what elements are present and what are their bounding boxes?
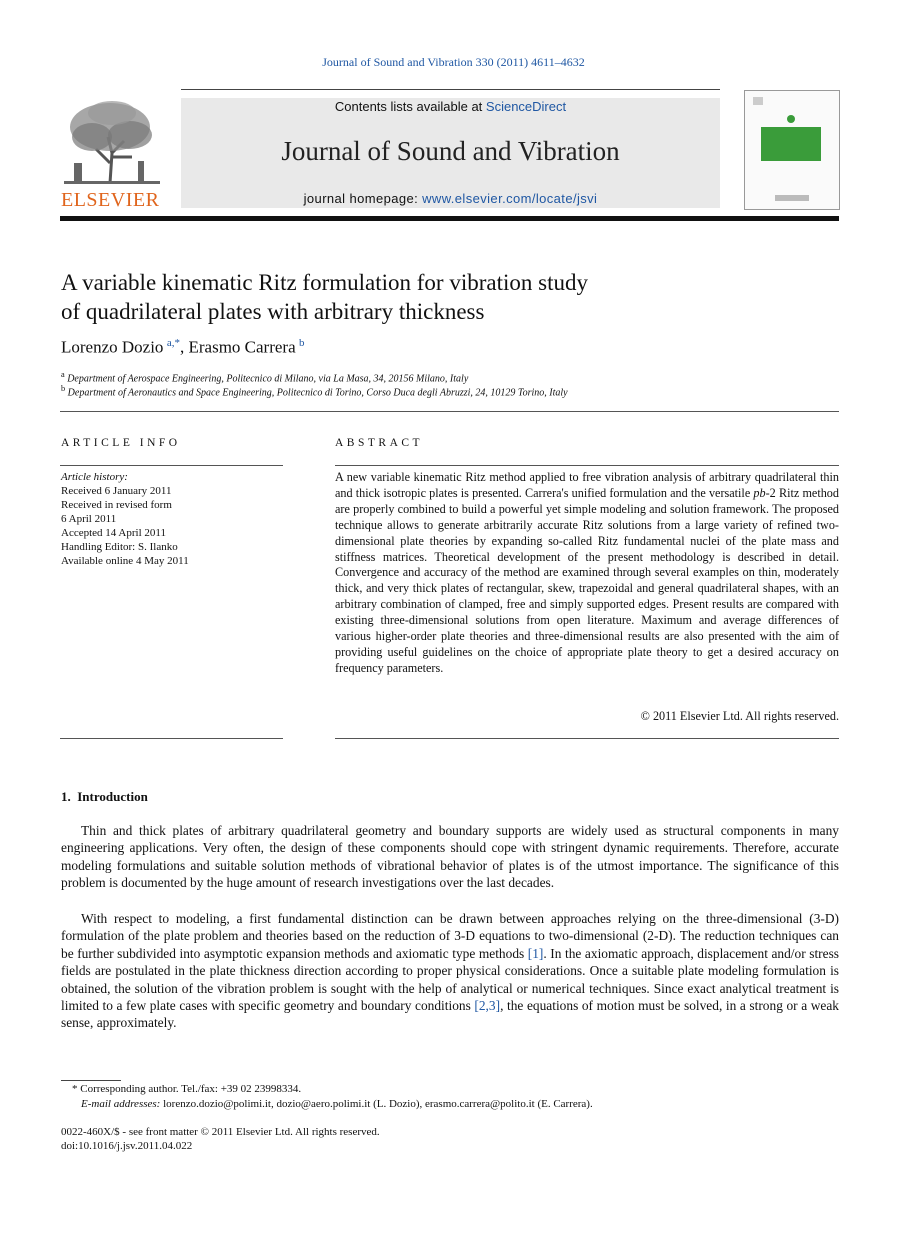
front-matter-line: 0022-460X/$ - see front matter © 2011 Elsevier Ltd. All rights reserved. — [61, 1126, 380, 1138]
abstract-part-2: -2 Ritz method are properly combined to build a powerful yet simple modeling and solution framework. The proposed technique allows to generate arbitrarily accurate Ritz solutions from a large variety of refined two-dimensional plate theories by expanding so-called Ritz fundamental nuclei of the plate mass and stiffness matrices. Theoretical development of the present methodology is described in detail. Convergence and accuracy of the method are examined through several examples on thin, moderately thick, and very thick plates of rectangular, skew, trapezoidal and general quadrilateral shapes, with an arbitrary combination of clamped, free and simply supported edges. Present results are compared with existing three-dimensional solutions from open literature. Maximum and average differences of various higher-order plate theories and three-dimensional results are also presented with the aim of providing useful guidelines on the choice of appropriate plate theory to get a desired accuracy on frequency parameters. — [335, 485, 839, 675]
history-label: Article history: — [61, 471, 128, 483]
journal-cover-thumbnail — [744, 90, 840, 210]
homepage-line — [181, 191, 720, 206]
cover-green-block — [761, 127, 821, 161]
email-addresses[interactable]: lorenzo.dozio@polimi.it, dozio@aero.polimi.it (L. Dozio), erasmo.carrera@polito.it (E. Carrera). — [160, 1098, 593, 1110]
author-1: Lorenzo Dozio — [61, 337, 164, 357]
email-label: E-mail addresses: — [81, 1098, 161, 1110]
affiliation-a-text: Department of Aerospace Engineering, Politecnico di Milano, via La Masa, 34, 20156 Milano, Italy — [67, 373, 469, 385]
affiliation-b-mark: b — [61, 384, 66, 393]
history-line: Accepted 14 April 2011 — [61, 527, 166, 539]
article-title — [61, 268, 821, 326]
author-2: Erasmo Carrera — [188, 337, 296, 357]
title-line-1: A variable kinematic Ritz formulation for vibration study — [61, 270, 588, 295]
abstract-copyright: © 2011 Elsevier Ltd. All rights reserved. — [640, 709, 839, 723]
history-line: Handling Editor: S. Ilanko — [61, 541, 178, 553]
title-line-2: of quadrilateral plates with arbitrary thickness — [61, 299, 485, 324]
abstract-italic-pb: pb — [753, 485, 766, 500]
author-list: Lorenzo Dozio $^{a,*}$, Erasmo Carrera $^b$ — [61, 337, 305, 357]
sciencedirect-link[interactable]: ScienceDirect — [485, 99, 567, 114]
journal-citation[interactable]: Journal of Sound and Vibration 330 (2011) 4611–4632 — [322, 55, 585, 69]
history-line: 6 April 2011 — [61, 513, 117, 525]
author-2-mark[interactable]: b — [299, 337, 305, 349]
author-1-mark[interactable]: a,* — [166, 337, 180, 349]
contents-line — [181, 99, 720, 114]
elsevier-wordmark: ELSEVIER — [61, 189, 160, 211]
affiliation-a-mark: a — [61, 370, 65, 379]
history-line: Received in revised form — [61, 499, 172, 511]
history-line: Available online 4 May 2011 — [61, 555, 189, 567]
affiliation-a — [61, 370, 468, 384]
reference-link-2-3[interactable]: [2,3] — [474, 998, 501, 1014]
history-line: Received 6 January 2011 — [61, 485, 172, 497]
abstract-top-rule — [335, 465, 839, 466]
header-top-rule — [181, 89, 720, 90]
para2-part-a: With respect to modeling, a first fundamental distinction can be drawn between approaches relying on the three-dimensional (3-D) formulation of the plate problem and theories based on the reduction of 3-D equations to two-dimensional (2-D). The reduction techniques can be further subdivided into asymptotic expansion methods and axiomatic type methods — [61, 911, 839, 961]
homepage-link[interactable]: www.elsevier.com/locate/jsvi — [422, 191, 598, 206]
para2-part-b: . In the axiomatic approach, displacement and/or stress fields are postulated in the plate thickness direction according to proper physical considerations. Once a suitable plate modeling formulation is obtained, the solution of the vibration problem is sought with the help of analytical or numerical techniques. Since exact analytical treatment is limited to a few plate cases with specific geometry and boundary conditions — [61, 945, 839, 1014]
abstract-part-1: A new variable kinematic Ritz method applied to free vibration analysis of arbitrary quadrilateral thin and thick isotropic plates is presented. Carrera's unified formulation and the versatile — [335, 470, 839, 500]
para2-part-c: , the equations of motion must be solved, in a strong or a weak sense, approximately. — [61, 998, 840, 1031]
abstract-bottom-rule — [335, 738, 839, 739]
affiliation-b-text: Department of Aeronautics and Space Engineering, Politecnico di Torino, Corso Duca degli Abruzzi, 24, 10129 Torino, Italy — [67, 387, 568, 399]
homepage-prefix: journal homepage: — [303, 191, 423, 206]
cover-dot-icon — [787, 115, 795, 123]
affiliation-rule — [60, 411, 839, 412]
corresponding-author-footnote: * Corresponding author. Tel./fax: +39 02 23998334. — [72, 1083, 302, 1095]
info-top-rule — [60, 465, 283, 466]
article-history — [61, 470, 189, 568]
article-info-heading: ARTICLE INFO — [61, 437, 181, 449]
intro-paragraph-2 — [61, 910, 839, 1032]
journal-title: Journal of Sound and Vibration — [281, 136, 620, 166]
abstract-body — [335, 470, 839, 677]
cover-mark — [753, 97, 763, 105]
intro-paragraph-1: Thin and thick plates of arbitrary quadrilateral geometry and boundary supports are widely used as structural components in many engineering applications. Very often, the design of these components should cope with stringent dynamic requirements. Therefore, accurate modeling formulations and suitable solution methods of vibrational behavior of plates is of the utmost importance. The significance of this problem is documented by the huge amount of research investigations over the last decades. — [61, 823, 839, 891]
cover-footer-mark — [775, 195, 809, 201]
email-footnote — [81, 1098, 593, 1110]
reference-link-1[interactable]: [1] — [527, 945, 544, 961]
header-thick-rule — [60, 216, 839, 221]
info-bottom-rule — [60, 738, 283, 739]
contents-prefix: Contents lists available at — [334, 99, 486, 114]
doi-line[interactable]: doi:10.1016/j.jsv.2011.04.022 — [61, 1140, 193, 1152]
abstract-heading: ABSTRACT — [335, 437, 424, 449]
footnote-rule — [61, 1080, 121, 1081]
section-heading-introduction: 1. Introduction — [61, 789, 148, 804]
affiliation-b — [61, 384, 568, 398]
